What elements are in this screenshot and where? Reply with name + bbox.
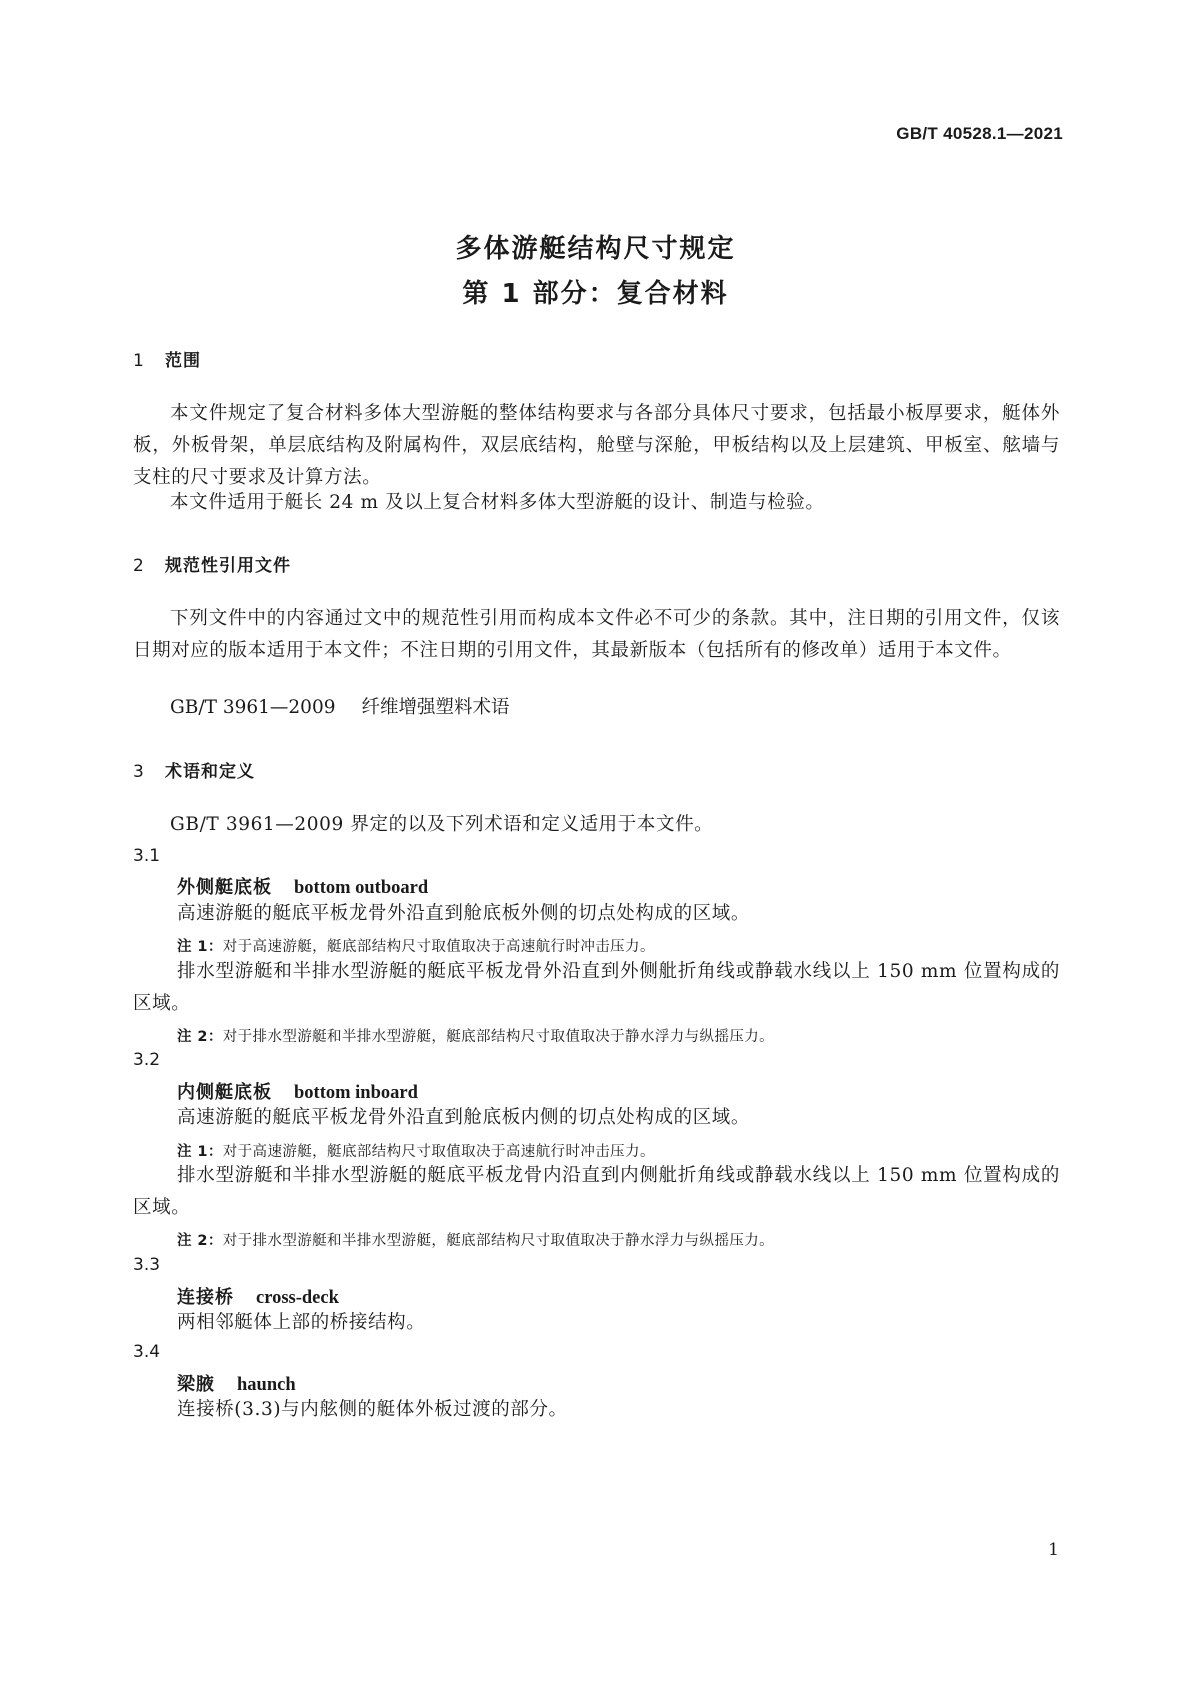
section-1-heading [133,346,201,371]
section-number: 3 [133,762,145,782]
term-title [177,1283,339,1309]
standard-code: GB/T 40528.1—2021 [896,124,1063,143]
term-definition: 排水型游艇和半排水型游艇的艇底平板龙骨外沿直到外侧舭折角线或静载水线以上 150 mm 位置构成的区域。 [133,961,1060,1014]
term-number: 3.3 [133,1255,161,1275]
note-label: 注 2： [177,1233,223,1249]
term-english: cross-deck [256,1288,339,1308]
note-text: 对于排水型游艇和半排水型游艇，艇底部结构尺寸取值取决于静水浮力与纵摇压力。 [222,1029,775,1045]
term-chinese: 连接桥 [177,1287,234,1308]
term-definition: 排水型游艇和半排水型游艇的艇底平板龙骨内沿直到内侧舭折角线或静载水线以上 150 mm 位置构成的区域。 [133,1165,1060,1218]
term-english: haunch [237,1375,296,1395]
note-text: 对于高速游艇，艇底部结构尺寸取值取决于高速航行时冲击压力。 [222,939,655,955]
term-definition: 高速游艇的艇底平板龙骨外沿直到舱底板外侧的切点处构成的区域。 [177,903,751,924]
term-number: 3.1 [133,846,161,866]
term-number: 3.4 [133,1342,161,1362]
document-title: 多体游艇结构尺寸规定 [455,234,736,264]
scope-paragraph-1: 本文件规定了复合材料多体大型游艇的整体结构要求与各部分具体尺寸要求，包括最小板厚要求，艇体外板，外板骨架，单层底结构及附属构件，双层底结构，舱壁与深舱，甲板结构以及上层建筑、甲板室、舷墙与支柱的尺寸要求及计算方法。 [133,403,1060,488]
term-note [177,1025,1060,1046]
reference-code: GB/T 3961—2009 [170,697,336,718]
scope-paragraph-2: 本文件适用于艇长 24 m 及以上复合材料多体大型游艇的设计、制造与检验。 [170,492,825,513]
section-number: 2 [133,556,145,576]
term-note [177,1229,1060,1250]
note-label: 注 1： [177,939,223,955]
page-number: 1 [1048,1540,1059,1560]
term-english: bottom inboard [294,1083,418,1103]
term-note [177,935,1060,956]
section-number: 1 [133,351,145,371]
reference-entry [170,692,510,724]
term-chinese: 外侧艇底板 [177,877,272,898]
term-definition: 连接桥(3.3)与内舷侧的艇体外板过渡的部分。 [177,1399,568,1420]
section-title: 规范性引用文件 [165,556,291,576]
term-chinese: 内侧艇底板 [177,1082,272,1103]
section-2-heading [133,551,291,576]
term-number: 3.2 [133,1050,161,1070]
terms-intro-paragraph: GB/T 3961—2009 界定的以及下列术语和定义适用于本文件。 [170,814,714,835]
term-chinese: 梁腋 [177,1374,215,1395]
note-text: 对于高速游艇，艇底部结构尺寸取值取决于高速航行时冲击压力。 [222,1144,655,1160]
term-definition: 两相邻艇体上部的桥接结构。 [177,1312,426,1333]
term-note [177,1140,1060,1161]
section-title: 术语和定义 [165,762,255,782]
term-english: bottom outboard [294,878,429,898]
term-title [177,873,428,899]
note-label: 注 1： [177,1144,223,1160]
section-title: 范围 [165,351,201,371]
note-label: 注 2： [177,1029,223,1045]
note-text: 对于排水型游艇和半排水型游艇，艇底部结构尺寸取值取决于静水浮力与纵摇压力。 [222,1233,775,1249]
section-3-heading [133,757,255,782]
document-subtitle: 第 1 部分：复合材料 [462,279,729,309]
term-title [177,1078,418,1104]
normative-references-paragraph: 下列文件中的内容通过文中的规范性引用而构成本文件必不可少的条款。其中，注日期的引用文件，仅该日期对应的版本适用于本文件；不注日期的引用文件，其最新版本（包括所有的修改单）适用于本文件。 [133,608,1060,661]
term-title [177,1370,296,1396]
reference-title: 纤维增强塑料术语 [361,697,510,718]
term-definition: 高速游艇的艇底平板龙骨外沿直到舱底板内侧的切点处构成的区域。 [177,1107,751,1128]
